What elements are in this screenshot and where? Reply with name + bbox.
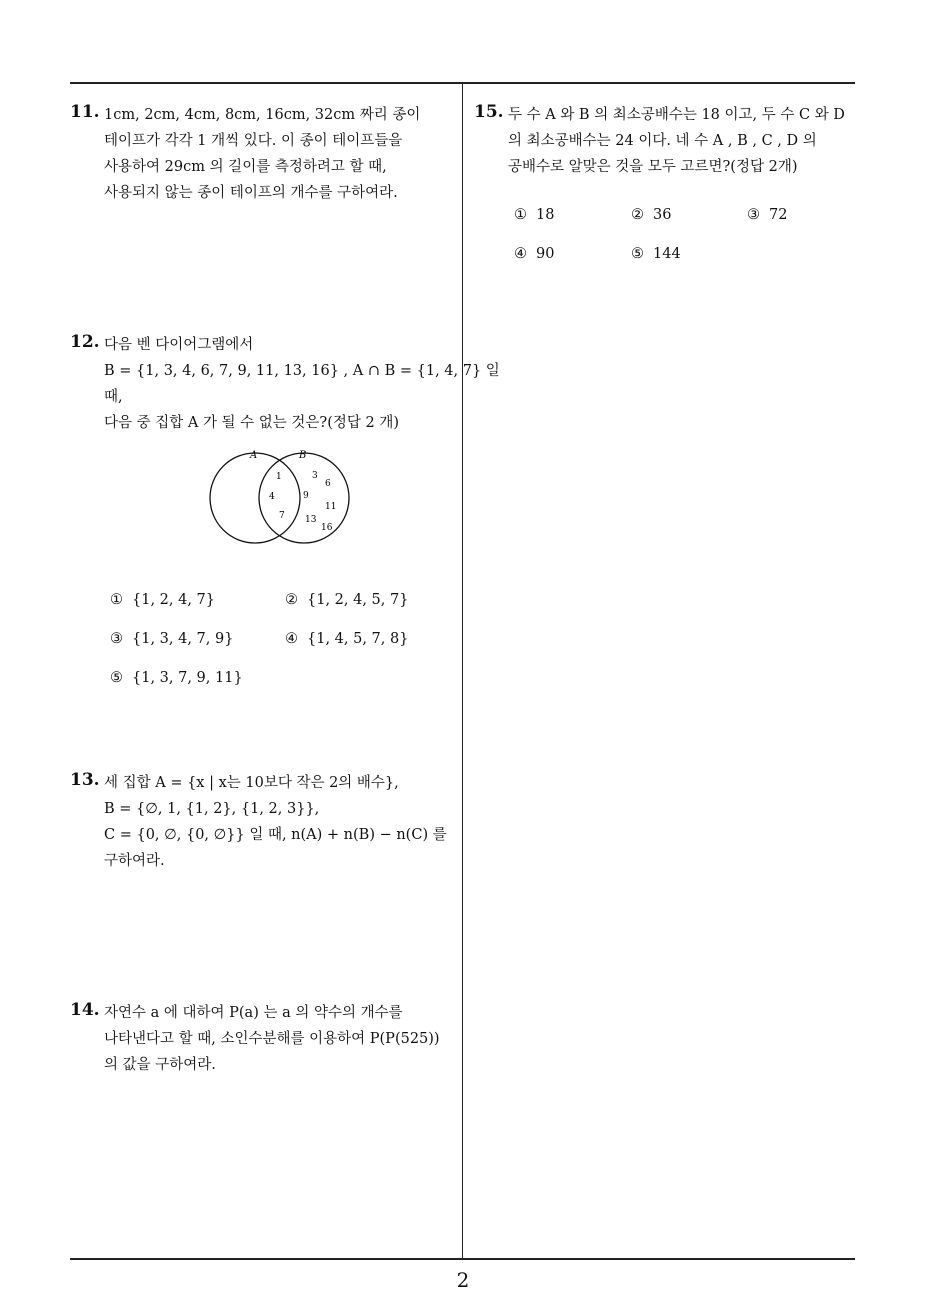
venn-element: 7	[279, 511, 285, 521]
choice-mark: ④	[514, 246, 527, 262]
problem-line: 다음 벤 다이어그램에서	[104, 337, 254, 353]
choice-2[interactable]	[631, 207, 671, 223]
problem-text	[508, 102, 845, 180]
choice-text: 90	[536, 246, 555, 262]
set-b-label: B	[299, 450, 307, 461]
column-divider	[462, 82, 463, 1258]
choice-4[interactable]	[514, 246, 554, 262]
problem-line: 사용하여 29cm 의 길이를 측정하려고 할 때,	[104, 159, 387, 175]
choice-3[interactable]	[747, 207, 787, 223]
venn-element: 3	[312, 471, 318, 481]
choice-mark: ⑤	[110, 670, 123, 686]
choice-mark: ③	[110, 631, 123, 647]
choice-5[interactable]	[110, 670, 243, 686]
choice-mark: ②	[631, 207, 644, 223]
choice-mark: ①	[110, 592, 123, 608]
choice-text: 144	[653, 246, 681, 262]
choice-text: {1, 3, 4, 7, 9}	[132, 631, 234, 647]
problem-line: 나타낸다고 할 때, 소인수분해를 이용하여 P(P(525))	[104, 1031, 440, 1047]
choice-mark: ②	[285, 592, 298, 608]
choice-text: {1, 3, 7, 9, 11}	[132, 670, 243, 686]
choice-text: 18	[536, 207, 555, 223]
problem-number: 14.	[70, 1000, 100, 1020]
problem-12	[70, 332, 500, 436]
choice-mark: ④	[285, 631, 298, 647]
choice-text: 36	[653, 207, 672, 223]
bottom-rule	[70, 1258, 855, 1260]
problem-line: 1cm, 2cm, 4cm, 8cm, 16cm, 32cm 짜리 종이	[104, 107, 421, 123]
problem-line: 사용되지 않는 종이 테이프의 개수를 구하여라.	[104, 185, 398, 201]
problem-line: 자연수 a 에 대하여 P(a) 는 a 의 약수의 개수를	[104, 1005, 403, 1021]
problem-number: 12.	[70, 332, 100, 352]
choice-4[interactable]	[285, 631, 408, 647]
problem-15	[474, 102, 845, 180]
problem-line: B = {∅, 1, {1, 2}, {1, 2, 3}},	[104, 801, 320, 817]
problem-text	[104, 102, 420, 206]
problem-13	[70, 770, 447, 874]
problem-text	[104, 1000, 440, 1078]
problem-text	[104, 770, 447, 874]
choice-1[interactable]	[514, 207, 554, 223]
set-a-circle	[210, 453, 300, 543]
set-a-label: A	[250, 450, 258, 461]
venn-element: 13	[305, 515, 317, 525]
problem-line: B = {1, 3, 4, 6, 7, 9, 11, 13, 16} , A ∩ B = {1, 4, 7} 일	[104, 363, 500, 379]
venn-element: 6	[325, 479, 331, 489]
problem-line: 의 최소공배수는 24 이다. 네 수 A , B , C , D 의	[508, 133, 817, 149]
page-number: 2	[456, 1268, 470, 1292]
problem-14	[70, 1000, 440, 1078]
choice-5[interactable]	[631, 246, 681, 262]
problem-line: C = {0, ∅, {0, ∅}} 일 때, n(A) + n(B) − n(C) 를	[104, 827, 447, 843]
problem-number: 15.	[474, 102, 504, 122]
problem-line: 테이프가 각각 1 개씩 있다. 이 종이 테이프들을	[104, 133, 403, 149]
problem-number: 11.	[70, 102, 100, 122]
venn-element: 1	[276, 472, 282, 482]
problem-line: 다음 중 집합 A 가 될 수 없는 것은?(정답 2 개)	[104, 415, 399, 431]
venn-element: 4	[269, 492, 275, 502]
venn-diagram	[200, 446, 360, 550]
problem-line: 때,	[104, 389, 123, 405]
choice-text: 72	[769, 207, 788, 223]
choice-mark: ③	[747, 207, 760, 223]
problem-text	[104, 332, 500, 436]
choice-2[interactable]	[285, 592, 408, 608]
problem-number: 13.	[70, 770, 100, 790]
problem-11	[70, 102, 420, 206]
venn-element: 16	[321, 523, 333, 533]
choice-mark: ①	[514, 207, 527, 223]
problem-line: 의 값을 구하여라.	[104, 1057, 216, 1073]
choice-text: {1, 2, 4, 5, 7}	[307, 592, 409, 608]
choice-1[interactable]	[110, 592, 215, 608]
problem-line: 두 수 A 와 B 의 최소공배수는 18 이고, 두 수 C 와 D	[508, 107, 845, 123]
problem-line: 구하여라.	[104, 853, 165, 869]
venn-element: 11	[325, 502, 337, 512]
problem-line: 세 집합 A = {x | x는 10보다 작은 2의 배수},	[104, 775, 399, 791]
choice-text: {1, 4, 5, 7, 8}	[307, 631, 409, 647]
choice-text: {1, 2, 4, 7}	[132, 592, 216, 608]
problem-line: 공배수로 알맞은 것을 모두 고르면?(정답 2개)	[508, 159, 798, 175]
choice-3[interactable]	[110, 631, 233, 647]
venn-element: 9	[303, 491, 309, 501]
choice-mark: ⑤	[631, 246, 644, 262]
